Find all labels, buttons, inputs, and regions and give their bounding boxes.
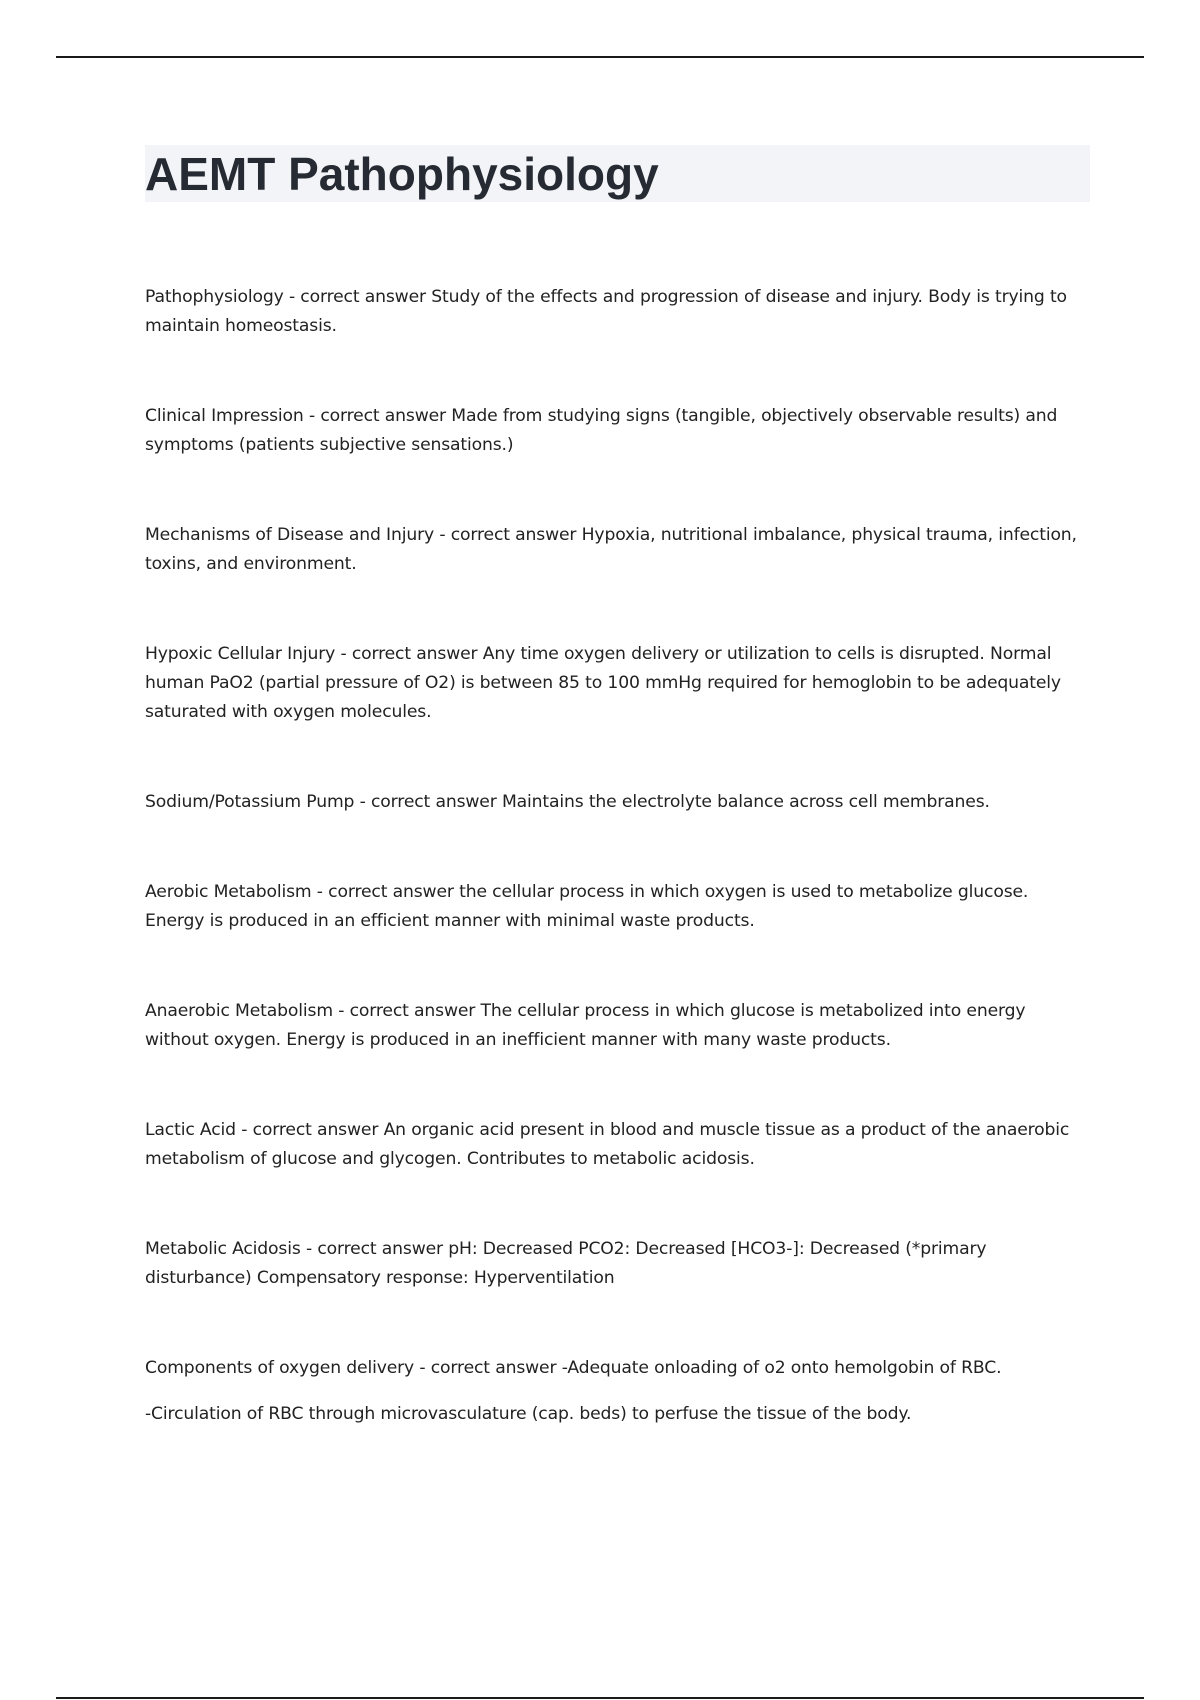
entries-list	[145, 283, 1090, 1429]
page-title: AEMT Pathophysiology	[145, 148, 659, 200]
list-item	[145, 1116, 1090, 1174]
entry-answer: the cellular process in which oxygen is used to metabolize glucose. Energy is produced in an efficient manner with minimal waste products.	[145, 882, 1029, 931]
entry-answer: pH: Decreased PCO2: Decreased [HCO3-]: Decreased (*primary disturbance) Compensatory response: Hyperventilation	[145, 1239, 987, 1288]
entry-term: Hypoxic Cellular Injury	[145, 644, 336, 664]
list-item	[145, 1235, 1090, 1293]
entry-separator: - correct answer	[354, 792, 502, 812]
entry-separator: - correct answer	[335, 644, 483, 664]
entry-term: Aerobic Metabolism	[145, 882, 312, 902]
list-item	[145, 1354, 1090, 1429]
list-item	[145, 640, 1090, 727]
entry-answer: Maintains the electrolyte balance across cell membranes.	[501, 792, 990, 812]
entry-answer: -Adequate onloading of o2 onto hemolgobin of RBC.	[561, 1358, 1002, 1378]
entry-answer: Hypoxia, nutritional imbalance, physical trauma, infection, toxins, and environment.	[145, 525, 1077, 574]
entry-term: Anaerobic Metabolism	[145, 1001, 333, 1021]
list-item	[145, 997, 1090, 1055]
entry-answer: Study of the effects and progression of disease and injury. Body is trying to maintain homeostasis.	[145, 287, 1067, 336]
entry-answer: Made from studying signs (tangible, objectively observable results) and symptoms (patients subjective sensations.)	[145, 406, 1058, 455]
title-band	[145, 145, 1090, 202]
entry-term: Pathophysiology	[145, 287, 284, 307]
entry-term: Mechanisms of Disease and Injury	[145, 525, 435, 545]
entry-term: Lactic Acid	[145, 1120, 236, 1140]
entry-separator: - correct answer	[414, 1358, 562, 1378]
entry-answer: Any time oxygen delivery or utilization to cells is disrupted. Normal human PaO2 (partial pressure of O2) is between 85 to 100 mmHg required for hemoglobin to be adequately saturated with oxygen molecules.	[145, 644, 1061, 722]
entry-answer: The cellular process in which glucose is metabolized into energy without oxygen. Energy is produced in an inefficient manner with many waste products.	[145, 1001, 1026, 1050]
entry-separator: - correct answer	[332, 1001, 481, 1021]
list-item	[145, 402, 1090, 460]
top-rule	[56, 56, 1144, 58]
page-content	[145, 145, 1090, 1490]
entry-separator: - correct answer	[300, 1239, 449, 1259]
list-item	[145, 878, 1090, 936]
entry-separator: - correct answer	[235, 1120, 384, 1140]
list-item	[145, 788, 1090, 817]
entry-separator: - correct answer	[434, 525, 582, 545]
entry-separator: - correct answer	[303, 406, 452, 426]
entry-term: Metabolic Acidosis	[145, 1239, 301, 1259]
list-item	[145, 283, 1090, 341]
bottom-rule	[56, 1697, 1144, 1699]
entry-answer: An organic acid present in blood and muscle tissue as a product of the anaerobic metabolism of glucose and glycogen. Contributes to metabolic acidosis.	[145, 1120, 1070, 1169]
list-item	[145, 521, 1090, 579]
entry-term: Sodium/Potassium Pump	[145, 792, 355, 812]
entry-term: Components of oxygen delivery	[145, 1358, 415, 1378]
entry-answer-continued: -Circulation of RBC through microvasculature (cap. beds) to perfuse the tissue of the body.	[145, 1404, 912, 1424]
entry-separator: - correct answer	[311, 882, 460, 902]
entry-term: Clinical Impression	[145, 406, 304, 426]
entry-separator: - correct answer	[283, 287, 432, 307]
